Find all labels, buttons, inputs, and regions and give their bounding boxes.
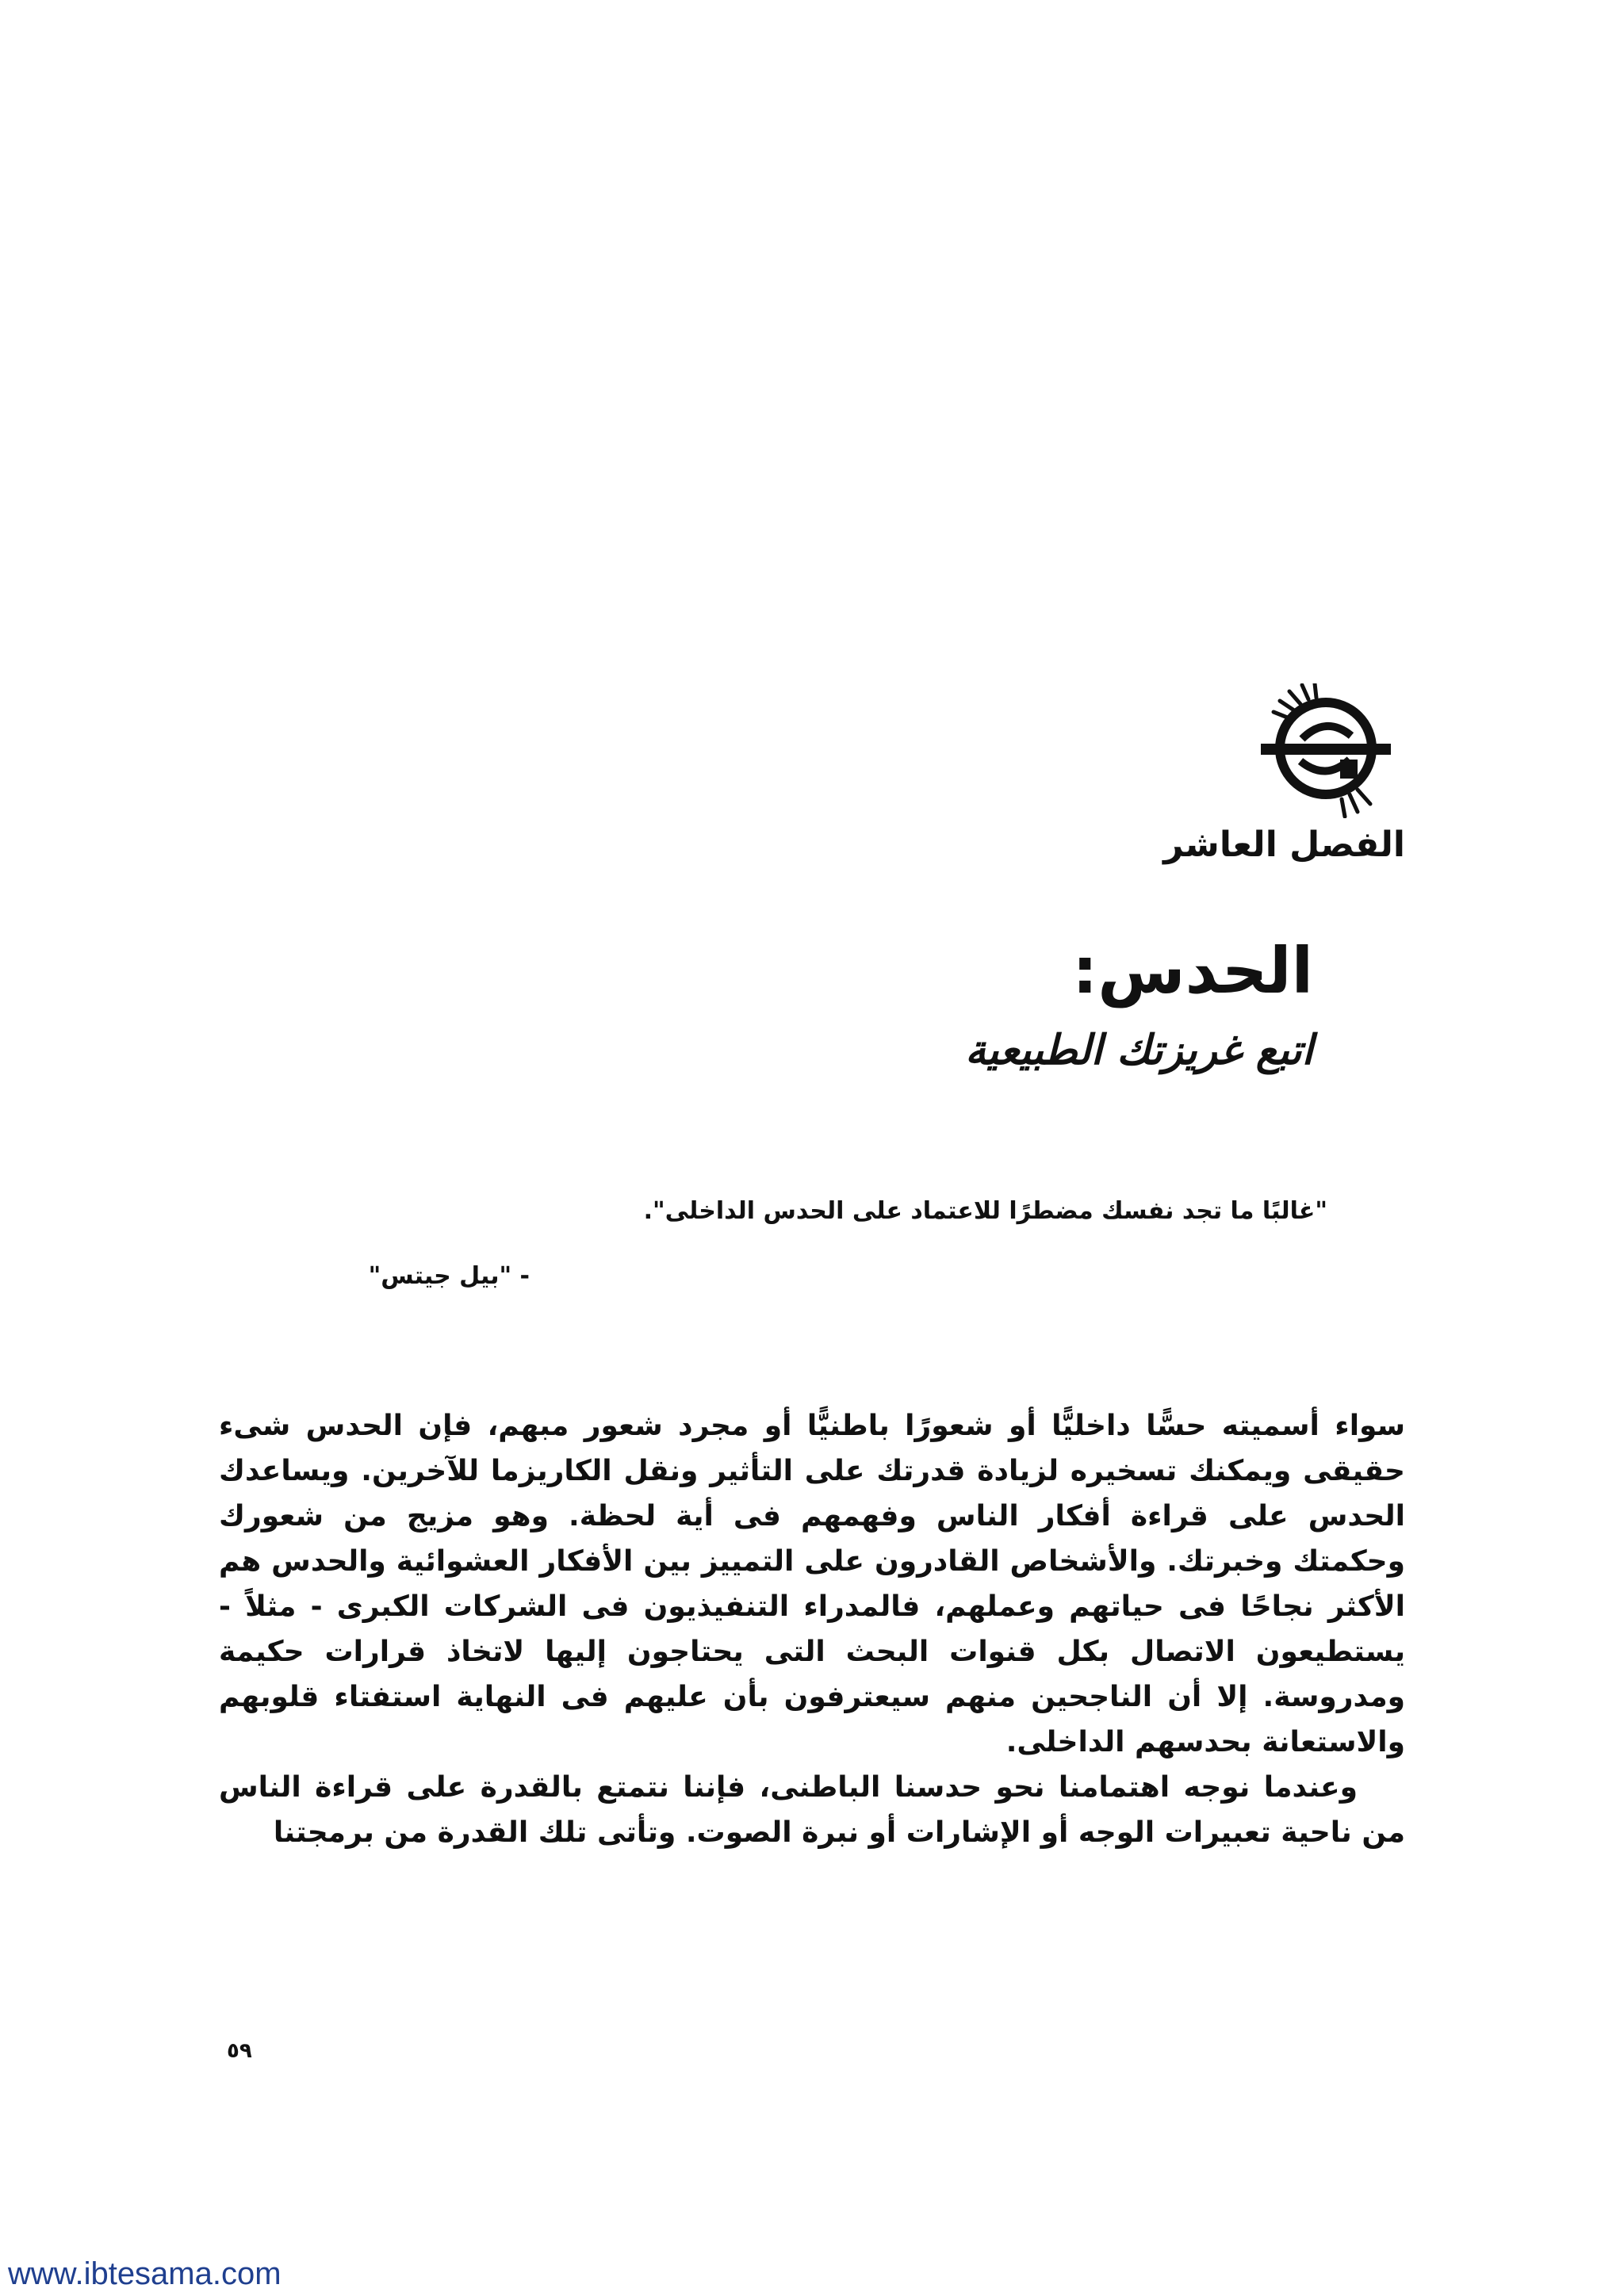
watermark-link[interactable]: www.ibtesama.com bbox=[8, 2256, 282, 2291]
chapter-title: الحدس: bbox=[1072, 934, 1313, 1008]
chapter-label: الفصل العاشر bbox=[1163, 825, 1405, 865]
body-paragraph: سواء أسميته حسًّا داخليًّا أو شعورًا باطنيًّا أو مجرد شعور مبهم، فإن الحدس شىء حقيقى ويمكنك تسخيره لزيادة قدرتك على التأثير ونقل الكاريزما للآخرين. ويساعدك الحدس على قراءة أفكار الناس وفهمهم فى أية لحظة. وهو مزيج من شعورك وحكمتك وخبرتك. والأشخاص القادرون على التمييز بين الأفكار العشوائية والحدس هم الأكثر نجاحًا فى حياتهم وعملهم، فالمدراء التنفيذيون فى الشركات الكبرى - مثلاً - يستطيعون الاتصال بكل قنوات البحث التى يحتاجون إليها لاتخاذ قرارات حكيمة ومدروسة. إلا أن الناجحين منهم سيعترفون بأن عليهم فى النهاية استفتاء قلوبهم والاستعانة بحدسهم الداخلى. bbox=[219, 1410, 1405, 1758]
chapter-ornament-icon bbox=[1247, 683, 1405, 818]
page-number: ٥٩ bbox=[227, 2039, 252, 2063]
body-paragraph: وعندما نوجه اهتمامنا نحو حدسنا الباطنى، فإننا نتمتع بالقدرة على قراءة الناس من ناحية تعبيرات الوجه أو الإشارات أو نبرة الصوت. وتأتى تلك القدرة من برمجتنا bbox=[219, 1771, 1405, 1849]
chapter-subtitle: اتبع غريزتك الطبيعية bbox=[965, 1027, 1313, 1074]
epigraph-quote: "غالبًا ما تجد نفسك مضطرًا للاعتماد على الحدس الداخلى". bbox=[643, 1197, 1327, 1225]
epigraph-attribution: - "بيل جيتس" bbox=[368, 1262, 530, 1290]
body-text bbox=[219, 1403, 1405, 1855]
